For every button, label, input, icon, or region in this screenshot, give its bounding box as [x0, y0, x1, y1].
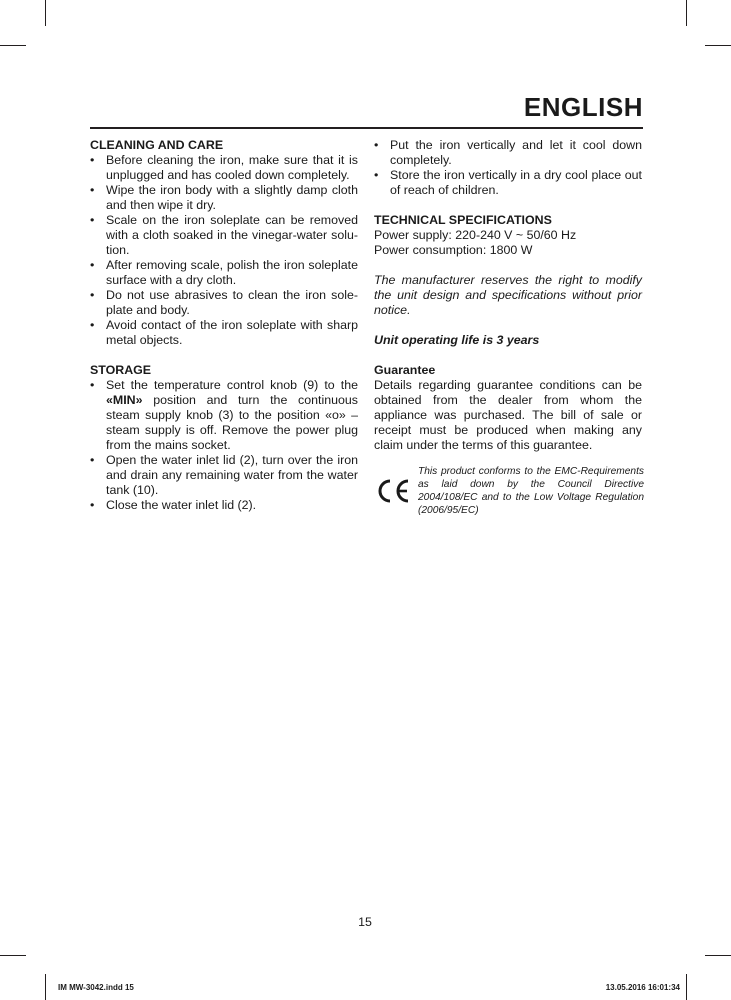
specs-heading: TECHNICAL SPECIFICATIONS: [374, 213, 552, 227]
list-item: • Put the iron vertically and let it cool down completely.: [374, 138, 642, 168]
operating-life: Unit operating life is 3 years: [374, 333, 540, 347]
crop-mark: [705, 955, 731, 956]
crop-mark: [686, 974, 687, 1000]
min-position-label: «MIN»: [106, 393, 143, 407]
crop-mark: [45, 974, 46, 1000]
language-heading: ENGLISH: [523, 92, 643, 122]
list-item: • Scale on the iron soleplate can be removed with a cloth soaked in the vinegar-water solu-tion.: [90, 213, 358, 258]
guarantee-heading: Guarantee: [374, 363, 436, 377]
crop-mark: [686, 0, 687, 26]
ce-mark-icon: [378, 479, 412, 503]
cleaning-heading: CLEANING AND CARE: [90, 138, 224, 152]
guarantee-text: Details regarding guarantee conditions can be obtained from the dealer from whom the appliance was purchased. The bill of sale or receipt must be produced when making any claim under the terms of this guarantee.: [374, 378, 642, 452]
slug-file: IM MW-3042.indd 15: [58, 983, 134, 992]
power-consumption: Power consumption: 1800 W: [374, 243, 533, 257]
page-number: 15: [358, 915, 372, 929]
right-column: [374, 138, 642, 525]
storage-item-text: Set the temperature control knob (9) to the: [106, 378, 358, 392]
storage-list-continued: [374, 138, 642, 198]
crop-mark: [45, 0, 46, 26]
left-column: [90, 138, 358, 513]
power-supply: Power supply: 220-240 V ~ 50/60 Hz: [374, 228, 577, 242]
storage-list: [90, 378, 358, 513]
slug-date: 13.05.2016 16:01:34: [605, 983, 680, 992]
list-item: • Avoid contact of the iron soleplate with sharp metal objects.: [90, 318, 358, 348]
list-item: • Open the water inlet lid (2), turn over the iron and drain any remaining water from the water tank (10).: [90, 453, 358, 498]
list-item: • Wipe the iron body with a slightly damp cloth and then wipe it dry.: [90, 183, 358, 213]
list-item: • Store the iron vertically in a dry cool place out of reach of children.: [374, 168, 642, 198]
crop-mark: [705, 45, 731, 46]
disclaimer: The manufacturer reserves the right to modify the unit design and specifications without prior notice.: [374, 273, 642, 317]
conformity-block: [374, 465, 642, 525]
header-rule: [90, 127, 643, 129]
list-item: • Before cleaning the iron, make sure that it is unplugged and has cooled down completely.: [90, 153, 358, 183]
crop-mark: [0, 45, 26, 46]
crop-mark: [0, 955, 26, 956]
conformity-text: This product conforms to the EMC-Requirements as laid down by the Council Directive 2004/108/EC and to the Low Voltage Regulation (2006/95/EC): [418, 466, 644, 516]
list-item: • Close the water inlet lid (2).: [90, 498, 358, 513]
list-item: • After removing scale, polish the iron soleplate surface with a dry cloth.: [90, 258, 358, 288]
list-item: • Do not use abrasives to clean the iron sole-plate and body.: [90, 288, 358, 318]
storage-heading: STORAGE: [90, 363, 152, 377]
storage-item-text: position and turn the continuous steam supply knob (3) to the position «o» – steam supply is off. Remove the power plug from the mains socket.: [106, 393, 358, 452]
list-item: [90, 378, 358, 453]
cleaning-list: [90, 153, 358, 348]
